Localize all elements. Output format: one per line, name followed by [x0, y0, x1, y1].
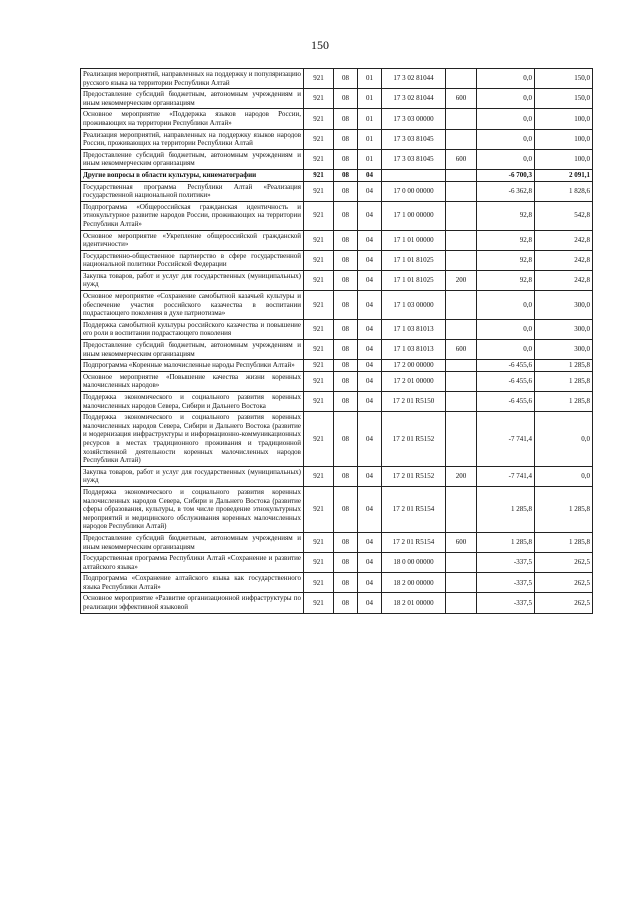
table-row [81, 169, 593, 181]
row-amount-1: -7 741,4 [477, 412, 535, 467]
row-name: Поддержка экономического и социального развития коренных малочисленных народов Севера, Сибири и Дальнего Востока [81, 392, 304, 412]
row-amount-2: 100,0 [535, 109, 593, 129]
row-target-article: 17 2 01 R5152 [382, 466, 446, 486]
table-row [81, 340, 593, 360]
row-target-article: 17 3 02 81044 [382, 69, 446, 89]
row-subsection: 01 [358, 129, 382, 149]
row-amount-2: 1 828,6 [535, 181, 593, 201]
row-name: Предоставление субсидий бюджетным, автономным учреждениям и иным некоммерческим организациям [81, 89, 304, 109]
row-name: Подпрограмма «Общероссийская гражданская идентичность и этнокультурное развитие народов России, проживающих на территории Республики Алтай» [81, 201, 304, 230]
row-amount-2: 2 091,1 [535, 169, 593, 181]
row-glava: 921 [304, 340, 334, 360]
table-row [81, 412, 593, 467]
row-amount-2: 262,5 [535, 553, 593, 573]
row-target-article: 17 2 01 R5152 [382, 412, 446, 467]
table-row [81, 149, 593, 169]
row-amount-1: -337,5 [477, 553, 535, 573]
row-amount-1: 92,8 [477, 270, 535, 290]
row-target-article: 17 1 03 81013 [382, 340, 446, 360]
row-section: 08 [334, 169, 358, 181]
row-glava: 921 [304, 169, 334, 181]
row-glava: 921 [304, 532, 334, 552]
row-glava: 921 [304, 392, 334, 412]
row-name: Поддержка экономического и социального развития коренных малочисленных народов Севера, Сибири и Дальнего Востока (развитие сферы образования, культуры, в том числе проведение этнокультурных мероприятий и медицинского обслуживания коренных малочисленных народов Республики Алтай) [81, 486, 304, 532]
row-target-article: 17 2 01 R5150 [382, 392, 446, 412]
row-name: Закупка товаров, работ и услуг для государственных (муниципальных) нужд [81, 270, 304, 290]
table-row [81, 532, 593, 552]
row-section: 08 [334, 109, 358, 129]
row-amount-2: 300,0 [535, 291, 593, 320]
row-amount-2: 262,5 [535, 593, 593, 613]
row-section: 08 [334, 250, 358, 270]
row-subsection: 04 [358, 250, 382, 270]
table-row [81, 486, 593, 532]
row-glava: 921 [304, 291, 334, 320]
row-name: Поддержка самобытной культуры российского казачества и повышение его роли в воспитании подрастающего поколения [81, 319, 304, 339]
row-target-article: 17 1 03 81013 [382, 319, 446, 339]
row-amount-1: 0,0 [477, 109, 535, 129]
row-name: Основное мероприятие «Развитие организационной инфраструктуры по реализации эффективной языковой [81, 593, 304, 613]
row-subsection: 04 [358, 360, 382, 372]
row-amount-1: -6 455,6 [477, 392, 535, 412]
table-row [81, 593, 593, 613]
row-subsection: 01 [358, 149, 382, 169]
row-expense-type [446, 573, 477, 593]
row-expense-type [446, 69, 477, 89]
row-amount-2: 242,8 [535, 270, 593, 290]
row-section: 08 [334, 129, 358, 149]
row-amount-1: 0,0 [477, 340, 535, 360]
row-name: Основное мероприятие «Укрепление общероссийской гражданской идентичности» [81, 230, 304, 250]
table-row [81, 201, 593, 230]
row-section: 08 [334, 149, 358, 169]
row-target-article: 17 0 00 00000 [382, 181, 446, 201]
row-amount-2: 1 285,8 [535, 392, 593, 412]
row-amount-1: -337,5 [477, 573, 535, 593]
row-subsection: 04 [358, 291, 382, 320]
row-expense-type: 200 [446, 270, 477, 290]
row-amount-1: 0,0 [477, 69, 535, 89]
row-name: Предоставление субсидий бюджетным, автономным учреждениям и иным некоммерческим организациям [81, 340, 304, 360]
row-expense-type: 600 [446, 149, 477, 169]
row-amount-1: 0,0 [477, 291, 535, 320]
row-section: 08 [334, 553, 358, 573]
row-expense-type [446, 129, 477, 149]
row-glava: 921 [304, 89, 334, 109]
row-subsection: 04 [358, 466, 382, 486]
table-row [81, 360, 593, 372]
row-glava: 921 [304, 250, 334, 270]
table-row [81, 270, 593, 290]
row-expense-type: 600 [446, 89, 477, 109]
row-amount-1: 92,8 [477, 230, 535, 250]
row-subsection: 04 [358, 532, 382, 552]
row-expense-type [446, 230, 477, 250]
row-expense-type [446, 360, 477, 372]
row-amount-1: -6 700,3 [477, 169, 535, 181]
row-subsection: 04 [358, 181, 382, 201]
row-subsection: 04 [358, 553, 382, 573]
row-amount-2: 150,0 [535, 89, 593, 109]
row-amount-1: 0,0 [477, 89, 535, 109]
row-name: Подпрограмма «Коренные малочисленные народы Республики Алтай» [81, 360, 304, 372]
row-target-article: 17 3 02 81044 [382, 89, 446, 109]
budget-table [80, 68, 593, 614]
row-section: 08 [334, 532, 358, 552]
row-glava: 921 [304, 69, 334, 89]
row-target-article: 18 2 01 00000 [382, 593, 446, 613]
row-target-article: 18 0 00 00000 [382, 553, 446, 573]
row-section: 08 [334, 360, 358, 372]
row-name: Предоставление субсидий бюджетным, автономным учреждениям и иным некоммерческим организациям [81, 532, 304, 552]
row-glava: 921 [304, 573, 334, 593]
row-name: Другие вопросы в области культуры, кинематографии [81, 169, 304, 181]
row-subsection: 04 [358, 486, 382, 532]
row-glava: 921 [304, 109, 334, 129]
table-row [81, 250, 593, 270]
row-target-article: 17 2 01 R5154 [382, 486, 446, 532]
row-target-article: 17 2 01 R5154 [382, 532, 446, 552]
row-amount-1: -6 455,6 [477, 371, 535, 391]
row-name: Государственная программа Республики Алтай «Реализация государственной национальной политики» [81, 181, 304, 201]
row-subsection: 01 [358, 109, 382, 129]
row-amount-2: 542,8 [535, 201, 593, 230]
row-target-article: 17 3 03 81045 [382, 149, 446, 169]
row-glava: 921 [304, 181, 334, 201]
row-target-article [382, 169, 446, 181]
row-subsection: 04 [358, 169, 382, 181]
row-amount-1: -7 741,4 [477, 466, 535, 486]
row-target-article: 17 1 00 00000 [382, 201, 446, 230]
row-section: 08 [334, 201, 358, 230]
row-subsection: 04 [358, 573, 382, 593]
row-subsection: 01 [358, 89, 382, 109]
row-target-article: 18 2 00 00000 [382, 573, 446, 593]
row-amount-2: 242,8 [535, 230, 593, 250]
row-name: Основное мероприятие «Поддержка языков народов России, проживающих на территории Республики Алтай» [81, 109, 304, 129]
table-row [81, 230, 593, 250]
row-amount-1: 92,8 [477, 250, 535, 270]
row-amount-2: 1 285,8 [535, 532, 593, 552]
row-name: Подпрограмма «Сохранение алтайского языка как государственного языка Республики Алтай» [81, 573, 304, 593]
row-glava: 921 [304, 129, 334, 149]
row-amount-2: 150,0 [535, 69, 593, 89]
row-name: Поддержка экономического и социального развития коренных малочисленных народов Севера, Сибири и Дальнего Востока (развитие и модернизация инфраструктуры и информационно-коммуникационных ресурсов в местах традиционного проживания и традиционной хозяйственной деятельности коренных малочисленных народов Республики Алтай) [81, 412, 304, 467]
page-number: 150 [311, 38, 329, 52]
row-glava: 921 [304, 360, 334, 372]
budget-table-body [81, 69, 593, 614]
row-amount-2: 1 285,8 [535, 371, 593, 391]
row-section: 08 [334, 466, 358, 486]
row-name: Основное мероприятие «Повышение качества жизни коренных малочисленных народов» [81, 371, 304, 391]
row-target-article: 17 2 01 00000 [382, 371, 446, 391]
row-glava: 921 [304, 553, 334, 573]
row-section: 08 [334, 340, 358, 360]
row-expense-type [446, 250, 477, 270]
row-name: Реализация мероприятий, направленных на поддержку языков народов России, проживающих на территории Республики Алтай [81, 129, 304, 149]
row-subsection: 04 [358, 270, 382, 290]
row-amount-1: 0,0 [477, 319, 535, 339]
row-name: Основное мероприятие «Сохранение самобытной казачьей культуры и обеспечение участия российского казачества в воспитании подрастающего поколения в духе патриотизма» [81, 291, 304, 320]
row-target-article: 17 1 01 81025 [382, 270, 446, 290]
row-subsection: 04 [358, 230, 382, 250]
row-glava: 921 [304, 466, 334, 486]
row-amount-2: 100,0 [535, 129, 593, 149]
row-amount-2: 300,0 [535, 319, 593, 339]
row-amount-2: 0,0 [535, 412, 593, 467]
row-expense-type [446, 169, 477, 181]
row-name: Закупка товаров, работ и услуг для государственных (муниципальных) нужд [81, 466, 304, 486]
row-target-article: 17 1 01 81025 [382, 250, 446, 270]
row-glava: 921 [304, 201, 334, 230]
row-section: 08 [334, 270, 358, 290]
row-amount-1: 92,8 [477, 201, 535, 230]
table-row [81, 69, 593, 89]
row-subsection: 04 [358, 319, 382, 339]
row-target-article: 17 3 03 81045 [382, 129, 446, 149]
table-row [81, 466, 593, 486]
row-amount-2: 1 285,8 [535, 360, 593, 372]
row-amount-1: -6 362,8 [477, 181, 535, 201]
row-section: 08 [334, 230, 358, 250]
row-expense-type [446, 319, 477, 339]
row-section: 08 [334, 573, 358, 593]
row-amount-2: 242,8 [535, 250, 593, 270]
row-amount-2: 1 285,8 [535, 486, 593, 532]
row-amount-1: 0,0 [477, 149, 535, 169]
row-expense-type [446, 291, 477, 320]
row-expense-type [446, 109, 477, 129]
table-row [81, 181, 593, 201]
row-target-article: 17 3 03 00000 [382, 109, 446, 129]
row-expense-type [446, 371, 477, 391]
row-subsection: 04 [358, 201, 382, 230]
row-section: 08 [334, 593, 358, 613]
row-glava: 921 [304, 230, 334, 250]
row-section: 08 [334, 181, 358, 201]
row-amount-2: 100,0 [535, 149, 593, 169]
row-subsection: 01 [358, 69, 382, 89]
row-amount-2: 262,5 [535, 573, 593, 593]
row-amount-2: 300,0 [535, 340, 593, 360]
table-row [81, 371, 593, 391]
row-amount-1: 0,0 [477, 129, 535, 149]
row-subsection: 04 [358, 412, 382, 467]
row-glava: 921 [304, 593, 334, 613]
row-glava: 921 [304, 486, 334, 532]
row-expense-type [446, 201, 477, 230]
row-expense-type: 200 [446, 466, 477, 486]
row-glava: 921 [304, 319, 334, 339]
row-subsection: 04 [358, 593, 382, 613]
row-expense-type [446, 486, 477, 532]
table-row [81, 89, 593, 109]
row-expense-type: 600 [446, 532, 477, 552]
row-section: 08 [334, 69, 358, 89]
row-name: Предоставление субсидий бюджетным, автономным учреждениям и иным некоммерческим организациям [81, 149, 304, 169]
row-glava: 921 [304, 149, 334, 169]
row-amount-1: -337,5 [477, 593, 535, 613]
row-amount-1: 1 285,8 [477, 532, 535, 552]
table-row [81, 553, 593, 573]
row-glava: 921 [304, 412, 334, 467]
row-expense-type [446, 593, 477, 613]
row-glava: 921 [304, 371, 334, 391]
row-expense-type [446, 553, 477, 573]
row-amount-2: 0,0 [535, 466, 593, 486]
row-target-article: 17 1 03 00000 [382, 291, 446, 320]
row-section: 08 [334, 89, 358, 109]
row-subsection: 04 [358, 392, 382, 412]
table-row [81, 129, 593, 149]
table-row [81, 573, 593, 593]
table-row [81, 319, 593, 339]
row-subsection: 04 [358, 340, 382, 360]
row-expense-type [446, 392, 477, 412]
row-target-article: 17 1 01 00000 [382, 230, 446, 250]
row-glava: 921 [304, 270, 334, 290]
row-section: 08 [334, 291, 358, 320]
row-expense-type [446, 181, 477, 201]
row-section: 08 [334, 412, 358, 467]
row-expense-type [446, 412, 477, 467]
table-row [81, 291, 593, 320]
row-name: Государственная программа Республики Алтай «Сохранение и развитие алтайского языка» [81, 553, 304, 573]
row-section: 08 [334, 392, 358, 412]
row-section: 08 [334, 371, 358, 391]
row-expense-type: 600 [446, 340, 477, 360]
row-section: 08 [334, 486, 358, 532]
row-name: Государственно-общественное партнерство в сфере государственной национальной политики Российской Федерации [81, 250, 304, 270]
row-subsection: 04 [358, 371, 382, 391]
row-amount-1: 1 285,8 [477, 486, 535, 532]
table-row [81, 109, 593, 129]
table-row [81, 392, 593, 412]
row-section: 08 [334, 319, 358, 339]
row-name: Реализация мероприятий, направленных на поддержку и популяризацию русского языка на территории Республики Алтай [81, 69, 304, 89]
row-target-article: 17 2 00 00000 [382, 360, 446, 372]
row-amount-1: -6 455,6 [477, 360, 535, 372]
